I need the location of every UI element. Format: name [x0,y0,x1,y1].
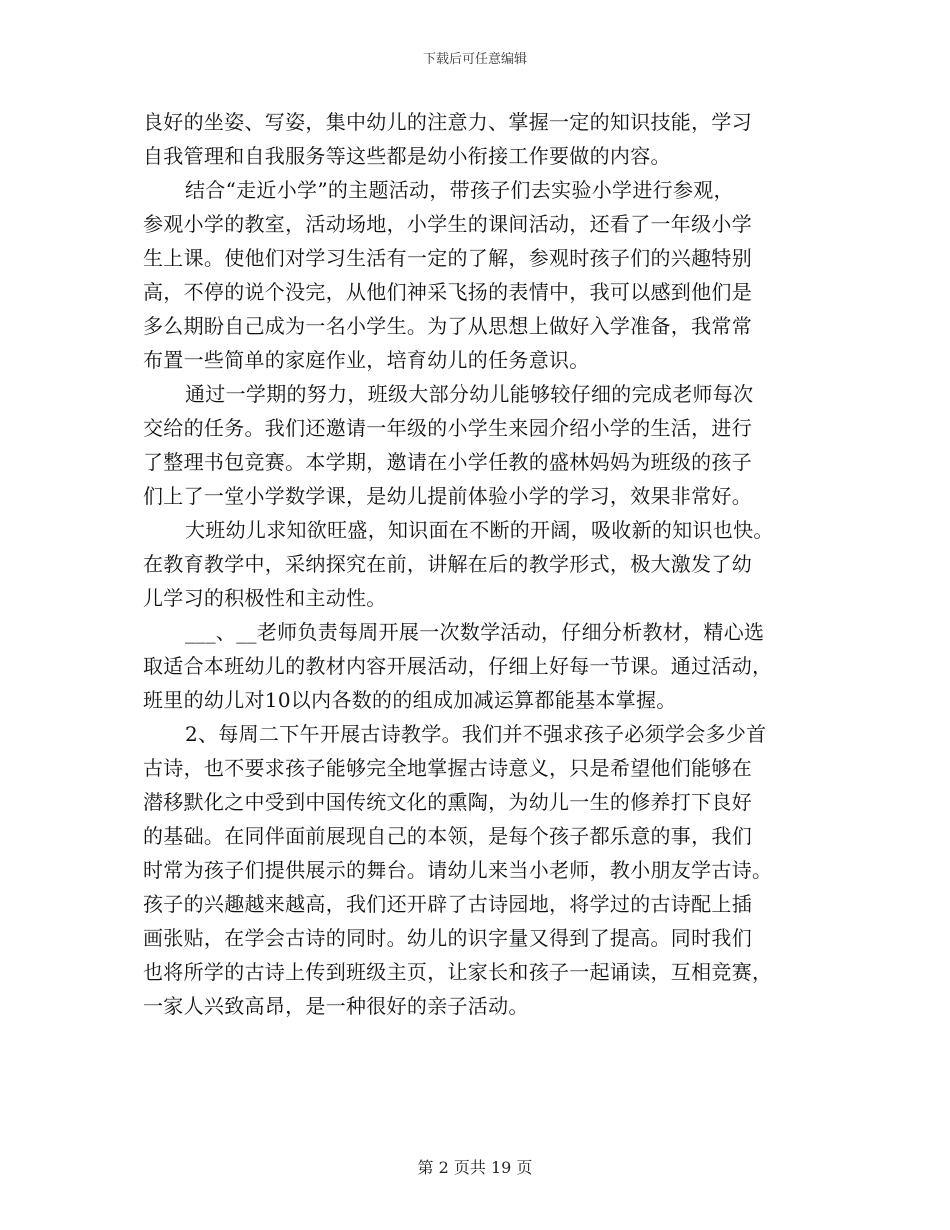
page-header: 下载后可任意编辑 [422,52,527,67]
paragraph-1 [143,105,813,173]
text-line: 交给的任务。我们还邀请一年级的小学生来园介绍小学的生活，进行 [143,416,752,440]
text-line: 们上了一堂小学数学课，是幼儿提前体验小学的学习，效果非常好。 [143,484,752,508]
paragraph-5 [143,615,813,717]
text-line: 画张贴，在学会古诗的同时。幼儿的识字量又得到了提高。同时我们 [143,926,752,950]
paragraph-6 [143,717,813,1023]
text-line: 孩子的兴趣越来越高，我们还开辟了古诗园地，将学过的古诗配上插 [143,892,752,916]
document-body [143,105,813,1023]
text-line: 结合“走近小学”的主题活动，带孩子们去实验小学进行参观， [185,178,734,202]
text-line: 取适合本班幼儿的教材内容开展活动，仔细上好每一节课。通过活动， [143,654,773,678]
text-line: 生上课。使他们对学习生活有一定的了解，参观时孩子们的兴趣特别 [143,246,752,270]
text-line: 良好的坐姿、写姿，集中幼儿的注意力、掌握一定的知识技能，学习 [143,110,752,134]
text-line: 古诗，也不要求孩子能够完全地掌握古诗意义，只是希望他们能够在 [143,756,752,780]
text-line: 一家人兴致高昂，是一种很好的亲子活动。 [143,994,529,1018]
page-footer: 第 2 页共 19 页 [417,1158,533,1177]
paragraph-2 [143,173,813,377]
text-line: 高，不停的说个没完，从他们神采飞扬的表情中，我可以感到他们是 [143,280,752,304]
text-line: 大班幼儿求知欲旺盛，知识面在不断的开阔，吸收新的知识也快。 [185,518,774,542]
text-line: 多么期盼自己成为一名小学生。为了从思想上做好入学准备，我常常 [143,314,752,338]
paragraph-4 [143,513,813,615]
text-line: 班里的幼儿对10以内各数的的组成加减运算都能基本掌握。 [143,688,677,712]
text-line: ___、__老师负责每周开展一次数学活动，仔细分析教材，精心选 [185,620,765,644]
text-line: 在教育教学中，采纳探究在前，讲解在后的教学形式，极大激发了幼 [143,552,752,576]
text-line: 的基础。在同伴面前展现自己的本领，是每个孩子都乐意的事，我们 [143,824,752,848]
text-line: 参观小学的教室，活动场地，小学生的课间活动，还看了一年级小学 [143,212,752,236]
text-line: 自我管理和自我服务等这些都是幼小衔接工作要做的内容。 [143,144,671,168]
text-line: 也将所学的古诗上传到班级主页，让家长和孩子一起诵读，互相竞赛， [143,960,773,984]
text-line: 布置一些简单的家庭作业，培育幼儿的任务意识。 [143,348,590,372]
text-line: 了整理书包竞赛。本学期，邀请在小学任教的盛林妈妈为班级的孩子 [143,450,752,474]
text-line: 2、每周二下午开展古诗教学。我们并不强求孩子必须学会多少首 [185,722,767,746]
text-line: 时常为孩子们提供展示的舞台。请幼儿来当小老师，教小朋友学古诗。 [143,858,773,882]
text-line: 儿学习的积极性和主动性。 [143,586,387,610]
text-line: 潜移默化之中受到中国传统文化的熏陶，为幼儿一生的修养打下良好 [143,790,752,814]
text-line: 通过一学期的努力，班级大部分幼儿能够较仔细的完成老师每次 [185,382,754,406]
paragraph-3 [143,377,813,513]
